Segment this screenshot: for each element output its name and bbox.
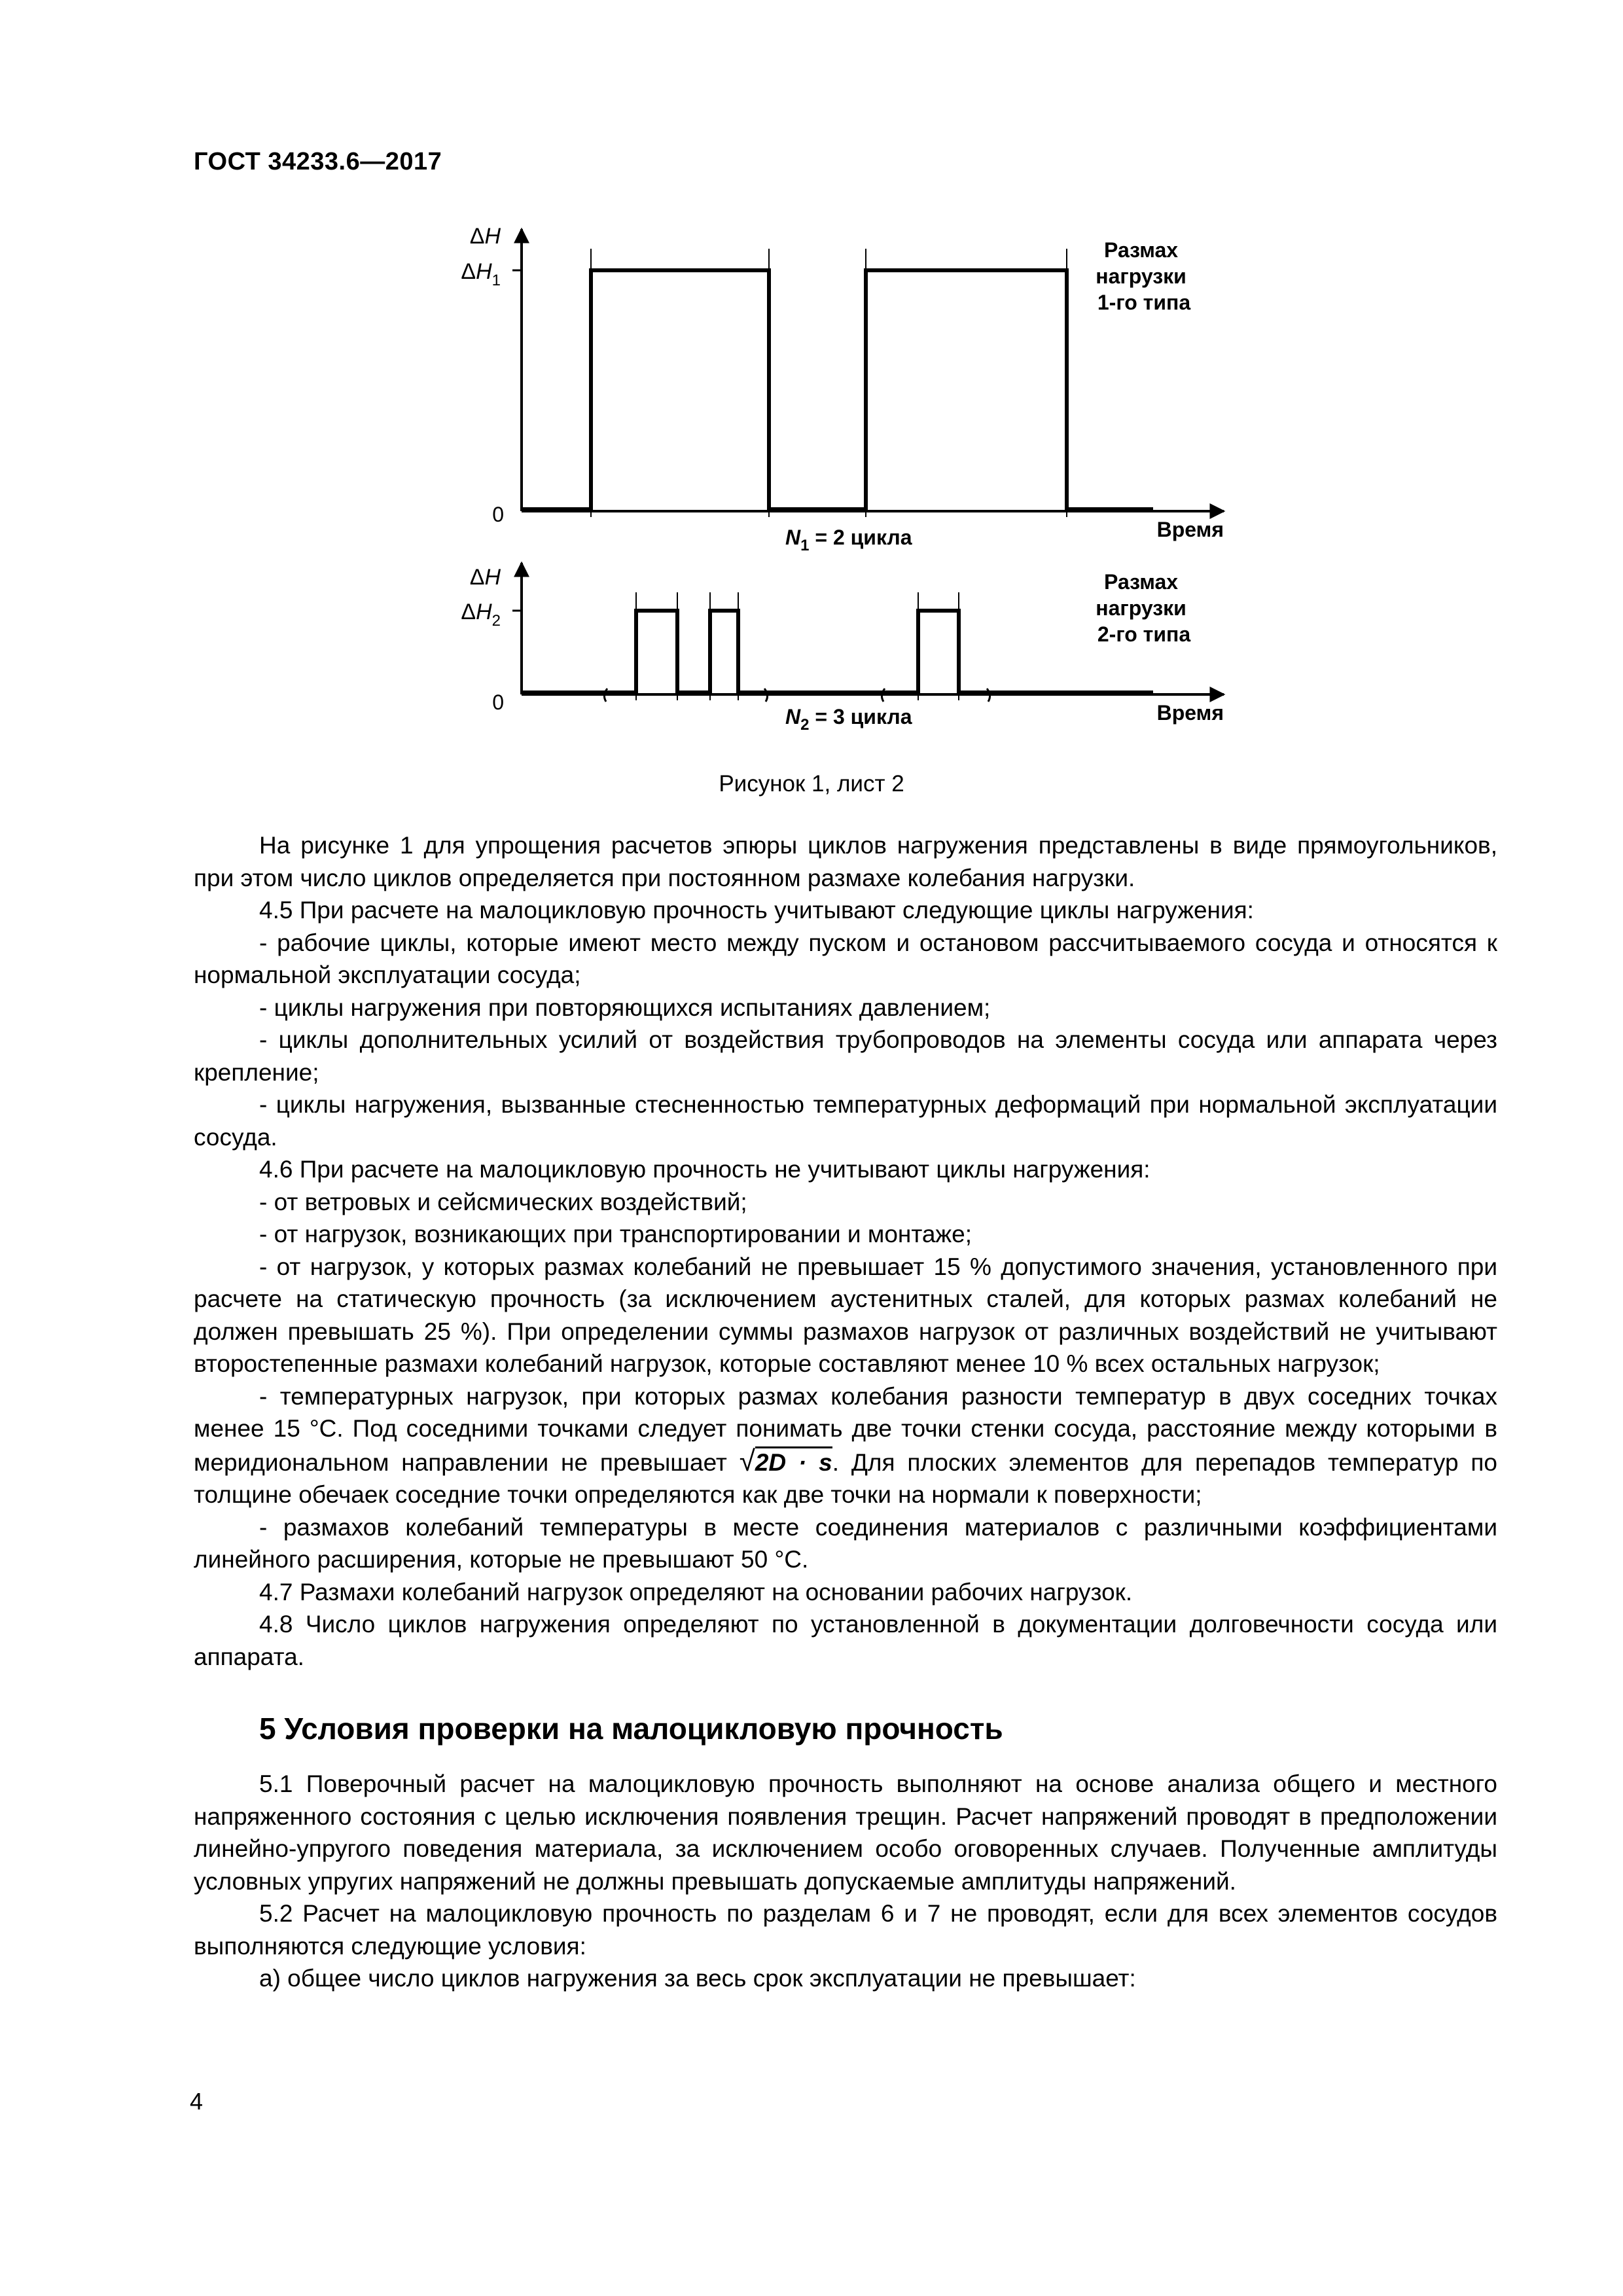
clause-4-8: 4.8 Число циклов нагружения определяют по установленной в документации долговечности сосуда или аппарата. bbox=[194, 1611, 1497, 1670]
load-cycles-figure bbox=[0, 0, 1623, 766]
clause-4-6: 4.6 При расчете на малоцикловую прочность не учитывают циклы нагружения: bbox=[259, 1156, 1150, 1183]
list-item: - от нагрузок, у которых размах колебаний не превышает 15 % допустимого значения, установленного при расчете на статическую прочность (за исключением аустенитных сталей, для которых размах колебаний не должен превышать 25 %). При определении суммы размахов нагрузок от различных воздействий не учитывают второстепенные размахи колебаний нагрузок, которые составляют менее 10 % всех остальных нагрузок; bbox=[194, 1253, 1497, 1377]
list-item: - размахов колебаний температуры в месте соединения материалов с различными коэффициентами линейного расширения, которые не превышают 50 °С. bbox=[194, 1513, 1497, 1573]
formula-text: 2D · s bbox=[755, 1446, 832, 1476]
top-level-label: $\Delta H_1$ bbox=[461, 259, 501, 289]
clause-4-7: 4.7 Размахи колебаний нагрузок определяют на основании рабочих нагрузок. bbox=[259, 1578, 1133, 1605]
top-load-waveform bbox=[522, 270, 1153, 509]
list-item: - от нагрузок, возникающих при транспортировании и монтаже; bbox=[259, 1221, 972, 1247]
clause-5-1: 5.1 Поверочный расчет на малоцикловую прочность выполняют на основе анализа общего и местного напряженного состояния с целью исключения появления трещин. Расчет напряжений проводят в предположении линейно-упругого поведения материала, за исключением особо оговоренных случаев. Полученные амплитуды условных упругих напряжений не должны превышать допускаемые амплитуды напряжений. bbox=[194, 1770, 1497, 1895]
bottom-level-label: $\Delta H_2$ bbox=[461, 600, 501, 630]
sqrt-symbol: √ bbox=[739, 1444, 755, 1477]
figure-caption: Рисунок 1, лист 2 bbox=[719, 771, 904, 797]
top-y-axis-label: ΔH bbox=[469, 224, 501, 249]
top-side-label: Размах нагрузки 1-го типа bbox=[1096, 238, 1191, 314]
bottom-side-label: Размах нагрузки 2-го типа bbox=[1096, 570, 1191, 646]
top-x-axis-label: Время bbox=[1156, 518, 1224, 541]
list-item: - циклы нагружения, вызванные стесненностью температурных деформаций при нормальной эксплуатации сосуда. bbox=[194, 1091, 1497, 1151]
list-item: - от ветровых и сейсмических воздействий; bbox=[259, 1188, 747, 1215]
list-item: - рабочие циклы, которые имеют место между пуском и остановом рассчитываемого сосуда и относятся к нормальной эксплуатации сосуда; bbox=[194, 929, 1497, 988]
top-cycles-label: $N_1 = 2$ цикла bbox=[785, 526, 912, 554]
clause-5-2: 5.2 Расчет на малоцикловую прочность по разделам 6 и 7 не проводят, если для всех элементов сосудов выполняются следующие условия: bbox=[194, 1900, 1497, 1960]
clause-4-5: 4.5 При расчете на малоцикловую прочность учитывают следующие циклы нагружения: bbox=[259, 897, 1254, 924]
sqrt-formula bbox=[739, 1444, 832, 1477]
top-zero-label: 0 bbox=[492, 503, 504, 526]
paragraph: На рисунке 1 для упрощения расчетов эпюры циклов нагружения представлены в виде прямоугольников, при этом число циклов определяется при постоянном размахе колебания нагрузки. bbox=[194, 832, 1497, 891]
list-item: а) общее число циклов нагружения за весь срок эксплуатации не превышает: bbox=[259, 1965, 1136, 1992]
list-item: - циклы дополнительных усилий от воздействия трубопроводов на элементы сосуда или аппарата через крепление; bbox=[194, 1026, 1497, 1086]
section-5-heading: 5 Условия проверки на малоцикловую прочность bbox=[259, 1712, 1003, 1746]
list-item: - циклы нагружения при повторяющихся испытаниях давлением; bbox=[259, 994, 991, 1021]
list-item-with-formula bbox=[194, 1380, 1497, 1511]
document-body bbox=[194, 829, 1497, 1995]
text-span: . Для плоских элементов для перепадов температур по толщине обечаек соседние точки определяются как две точки на нормали к поверхности; bbox=[194, 1448, 1497, 1508]
text-span: - температурных нагрузок, при которых размах колебания разности температур в двух соседних точках менее 15 °С. Под соседними точками следует понимать две точки стенки сосуда, расстояние между которыми в меридиональном направлении не превышает bbox=[194, 1382, 1497, 1476]
bottom-x-axis-label: Время bbox=[1156, 701, 1224, 725]
bottom-plot bbox=[461, 563, 1224, 734]
bottom-y-axis-label: ΔH bbox=[469, 565, 501, 590]
bottom-cycles-label: $N_2 = 3$ цикла bbox=[785, 705, 912, 734]
bottom-load-waveform bbox=[522, 611, 1153, 692]
document-header: ГОСТ 34233.6—2017 bbox=[194, 148, 442, 175]
bottom-zero-label: 0 bbox=[492, 691, 504, 714]
top-plot bbox=[461, 224, 1224, 554]
page-number: 4 bbox=[190, 2088, 204, 2115]
